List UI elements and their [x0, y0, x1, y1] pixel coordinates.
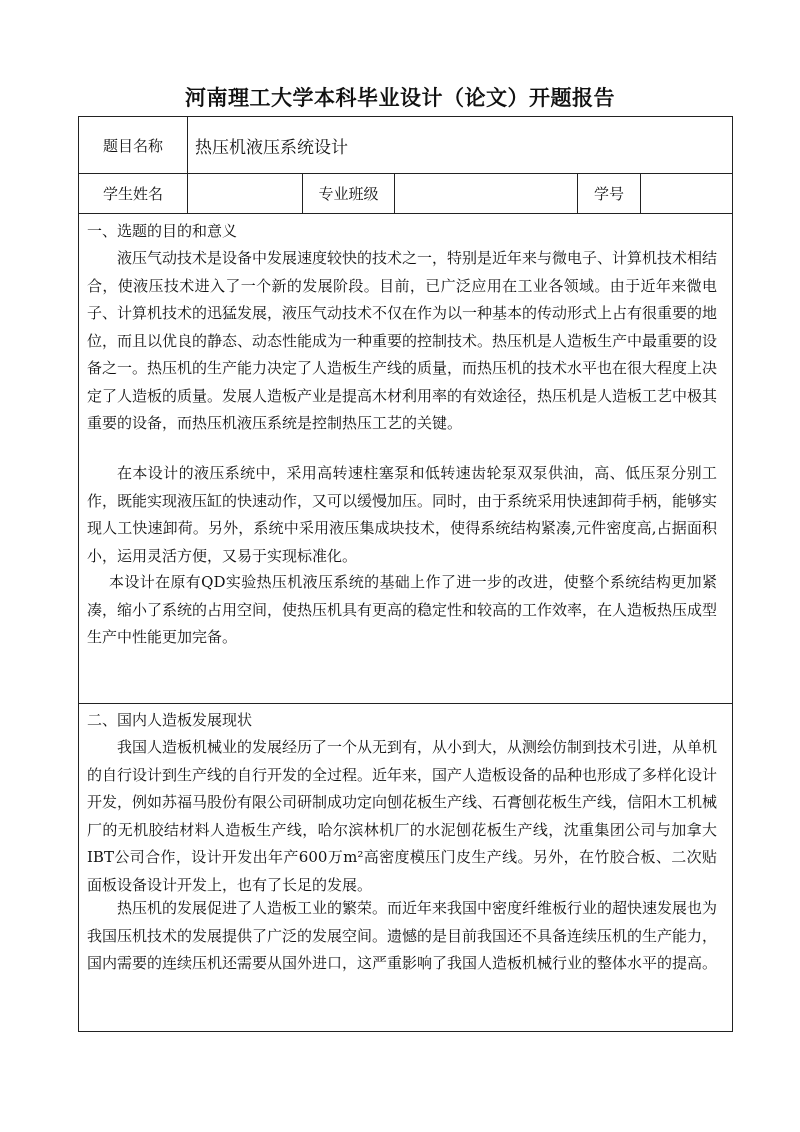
section-paragraph: 在本设计的液压系统中，采用高转速柱塞泵和低转速齿轮泵双泵供油，高、低压泵分别工作，既能实现液压缸的快速动作，又可以缓慢加压。同时，由于系统采用快速卸荷手柄，能够实现人工快速卸荷。另外，系统中采用液压集成块技术，使得系统结构紧凑,元件密度高,占据面积小，运用灵活方便，又易于实现标准化。 — [87, 464, 718, 565]
document-title: 河南理工大学本科毕业设计（论文）开题报告 — [185, 86, 615, 110]
class-field[interactable] — [395, 174, 577, 213]
section-paragraph: 热压机的发展促进了人造板工业的繁荣。而近年来我国中密度纤维板行业的超快速发展也为我国压机技术的发展提供了广泛的发展空间。遗憾的是目前我国还不具备连续压机的生产能力，国内需要的连续压机还需要从国外进口，这严重影响了我国人造板机械行业的整体水平的提高。 — [87, 899, 718, 972]
topic-value[interactable]: 热压机液压系统设计 — [195, 137, 348, 158]
topic-label: 题目名称 — [102, 136, 163, 155]
class-label: 专业班级 — [318, 185, 379, 203]
section-paragraph: 我国人造板机械业的发展经历了一个从无到有，从小到大，从测绘仿制到技术引进，从单机的自行设计到生产线的自行开发的全过程。近年来，国产人造板设备的品种也形成了多样化设计开发，例如苏福马股份有限公司研制成功定向刨花板生产线、石膏刨花板生产线，信阳木工机械厂的无机胶结材料人造板生产线，哈尔滨林机厂的水泥刨花板生产线，沈重集团公司与加拿大IBT公司合作，设计开发出年产600万m²高密度模压门皮生产线。另外，在竹胶合板、二次贴面板设备设计开发上，也有了长足的发展。 — [87, 738, 718, 894]
section-paragraph: 液压气动技术是设备中发展速度较快的技术之一，特别是近年来与微电子、计算机技术相结合，使液压技术进入了一个新的发展阶段。目前，已广泛应用在工业各领域。由于近年来微电子、计算机技术的迅猛发展，液压气动技术不仅在作为以一种基本的传动形式上占有很重要的地位，而且以优良的静态、动态性能成为一种重要的控制技术。热压机是人造板生产中最重要的设备之一。热压机的生产能力决定了人造板生产线的质量，而热压机的技术水平也在很大程度上决定了人造板的质量。发展人造板产业是提高木材利用率的有效途径，热压机是人造板工艺中极其重要的设备，而热压机液压系统是控制热压工艺的关键。 — [87, 249, 718, 432]
student-id-label: 学号 — [593, 185, 624, 203]
report-table — [78, 116, 733, 1032]
student-id-field[interactable] — [641, 174, 732, 213]
divider — [79, 703, 732, 704]
student-name-field[interactable] — [188, 174, 302, 213]
section-paragraph: 本设计在原有QD实验热压机液压系统的基础上作了进一步的改进，使整个系统结构更加紧凑，缩小了系统的占用空间，使热压机具有更高的稳定性和较高的工作效率，在人造板热压成型生产中性能更加完备。 — [87, 573, 718, 646]
divider — [79, 213, 732, 214]
student-name-label: 学生姓名 — [102, 185, 163, 203]
section-heading: 二、国内人造板发展现状 — [87, 711, 253, 729]
section-heading: 一、选题的目的和意义 — [87, 222, 238, 240]
